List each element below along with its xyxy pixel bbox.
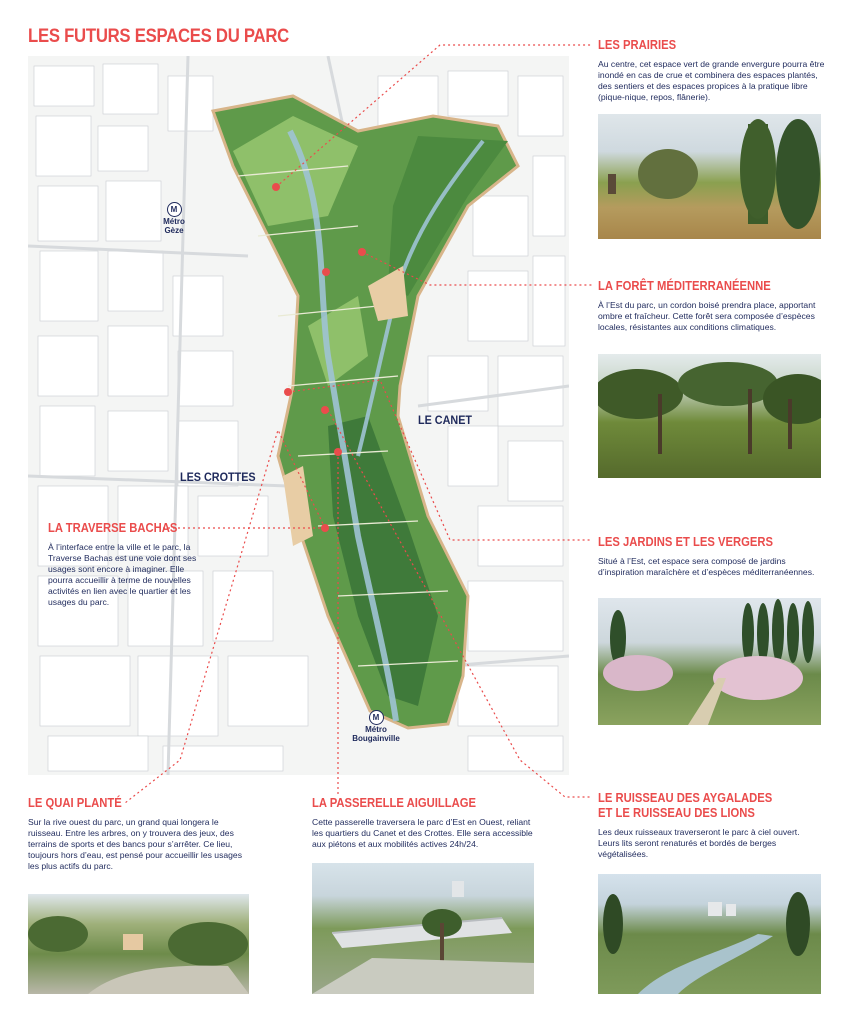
section-title: LES JARDINS ET LES VERGERS — [598, 535, 774, 549]
section-ruisseau — [598, 791, 838, 860]
map-label-le-canet: LE CANET — [418, 413, 472, 427]
section-quai — [28, 796, 258, 872]
page-title: LES FUTURS ESPACES DU PARC — [28, 26, 290, 47]
section-jardins — [598, 535, 828, 578]
section-text: À l’interface entre la ville et le parc, la Traverse Bachas est une voie dont ses usages sont encore à imaginer. Elle pourra accueillir à terme de nouvelles activités en lien avec le quartier et les usages du parc. — [48, 542, 197, 607]
section-title: LA PASSERELLE AIGUILLAGE — [312, 796, 476, 810]
section-text: Cette passerelle traversera le parc d’Est en Ouest, reliant les quartiers du Canet et des Crottes. Elle sera accessible aux piétons et aux mobilités actives 24h/24. — [312, 817, 533, 849]
metro-label-line1: Métro — [163, 217, 185, 226]
photo-passerelle — [312, 863, 534, 994]
metro-station-bougainville — [346, 710, 406, 743]
metro-icon: M — [167, 202, 182, 217]
photo-passerelle-art — [312, 863, 534, 994]
photo-jardins — [598, 598, 821, 725]
photo-foret — [598, 354, 821, 478]
section-title-line2: ET LE RUISSEAU DES LIONS — [598, 806, 755, 820]
metro-label-line2: Bougainville — [352, 734, 400, 743]
section-title: LA FORÊT MÉDITERRANÉENNE — [598, 279, 771, 293]
metro-station-geze — [154, 202, 194, 235]
photo-foret-art — [598, 354, 821, 478]
section-traverse — [48, 521, 218, 608]
section-text: Situé à l’Est, cet espace sera composé de jardins d’inspiration maraîchère et d’espèces méditerranéennes. — [598, 556, 815, 577]
map-label-les-crottes: LES CROTTES — [180, 470, 256, 484]
photo-jardins-art — [598, 598, 821, 725]
section-text: Sur la rive ouest du parc, un grand quai longera le ruisseau. Entre les arbres, on y trouvera des jeux, des terrains de sports et des bancs pour s’arrêter. Ce lieu, toujours hors d’eau, est pensé pour accueillir les usages les plus actifs du parc. — [28, 817, 243, 871]
photo-quai-art — [28, 894, 249, 994]
section-text: Les deux ruisseaux traverseront le parc à ciel ouvert. Leurs lits seront renaturés et bordés de berges végétalisées. — [598, 827, 800, 859]
section-passerelle — [312, 796, 552, 850]
photo-quai — [28, 894, 249, 994]
section-text: À l’Est du parc, un cordon boisé prendra place, apportant ombre et fraîcheur. Cette forêt sera composée d’espèces locales, résistantes aux conditions climatiques. — [598, 300, 816, 332]
metro-label-line2: Gèze — [164, 226, 184, 235]
section-title-line1: LE RUISSEAU DES AYGALADES — [598, 791, 773, 805]
metro-label-line1: Métro — [365, 725, 387, 734]
metro-icon: M — [369, 710, 384, 725]
section-title: LA TRAVERSE BACHAS — [48, 521, 178, 535]
photo-ruisseau-art — [598, 874, 821, 994]
park-map-drawing — [28, 56, 569, 775]
section-title: LES PRAIRIES — [598, 38, 677, 52]
photo-prairies-art — [598, 114, 821, 239]
photo-prairies — [598, 114, 821, 239]
section-text: Au centre, cet espace vert de grande envergure pourra être inondé en cas de crue et combinera des espaces plantés, des sentiers et des espaces propices à la pratique libre (pique-nique, repos, flânerie). — [598, 59, 825, 102]
section-foret — [598, 279, 828, 333]
park-map — [28, 56, 569, 775]
photo-ruisseau — [598, 874, 821, 994]
section-prairies — [598, 38, 828, 103]
section-title: LE QUAI PLANTÉ — [28, 796, 122, 810]
